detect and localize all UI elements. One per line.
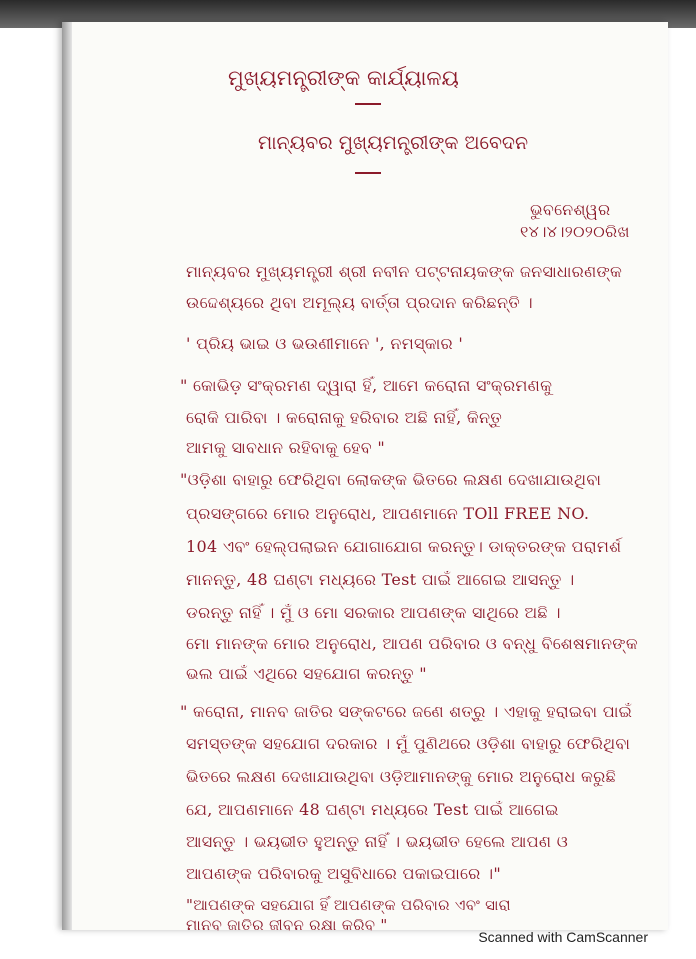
body-line: "ଓଡ଼ିଶା ବାହାରୁ ଫେରିଥିବା ଲୋକଙ୍କ ଭିତରେ ଲକ୍ଷଣ ଦେଖାଯାଉଥିବା (180, 470, 602, 489)
body-line: ' ପ୍ରିୟ ଭାଇ ଓ ଭଉଣୀମାନେ ', ନମସ୍କାର ' (186, 334, 464, 353)
body-line: ଉଦ୍ଦେଶ୍ୟରେ ଥିବା ଅମୂଲ୍ୟ ବାର୍ତ୍ତା ପ୍ରଦାନ କରିଛନ୍ତି । (186, 293, 533, 312)
body-line: 104 ଏବଂ ହେଲ୍ପଲାଇନ ଯୋଗାଯୋଗ କରନ୍ତୁ। ଡାକ୍ତରଙ୍କ ପରାମର୍ଶ (186, 537, 622, 556)
body-line: ମାନ୍ୟବର ମୁଖ୍ୟମନ୍ତ୍ରୀ ଶ୍ରୀ ନବୀନ ପଟ୍ଟନାୟକଙ୍କ ଜନସାଧାରଣଙ୍କ (186, 262, 623, 281)
body-line: ଆପଣଙ୍କ ପରିବାରକୁ ଅସୁବିଧାରେ ପକାଇପାରେ ।" (186, 864, 502, 883)
body-line: ରୋକି ପାରିବା । କରୋନାକୁ ହରିବାର ଅଛି ନାହିଁ, କିନ୍ତୁ (186, 408, 503, 427)
date-line: ୧୪।୪।୨୦୨୦ରିଖ (520, 222, 630, 241)
body-line: ସମସ୍ତଙ୍କ ସହଯୋଗ ଦରକାର । ମୁଁ ପୁଣିଥରେ ଓଡ଼ିଶା ବାହାରୁ ଫେରିଥିବା (186, 734, 631, 753)
place-line: ଭୁବନେଶ୍ୱର (530, 200, 611, 219)
body-line: ମାନବ ଜାତିର ଜୀବନ ରକ୍ଷା କରିବ " (186, 916, 388, 934)
subtitle-underline (355, 172, 381, 174)
document-subtitle: ମାନ୍ୟବର ମୁଖ୍ୟମନ୍ତ୍ରୀଙ୍କ ଅବେଦନ (258, 132, 529, 154)
body-line: ମାନନ୍ତୁ, 48 ଘଣ୍ଟା ମଧ୍ୟରେ Test ପାଇଁ ଆଗେଇ ଆସନ୍ତୁ । (186, 570, 575, 589)
camscanner-watermark: Scanned with CamScanner (478, 929, 648, 945)
body-line: ଯେ, ଆପଣମାନେ 48 ଘଣ୍ଟା ମଧ୍ୟରେ Test ପାଇଁ ଆଗେଇ (186, 800, 559, 819)
document-title: ମୁଖ୍ୟମନ୍ତ୍ରୀଙ୍କ କାର୍ଯ୍ୟାଳୟ (228, 66, 459, 90)
body-line: ଆସନ୍ତୁ । ଭୟଭୀତ ହୁଅନ୍ତୁ ନାହିଁ । ଭୟଭୀତ ହେଲେ ଆପଣ ଓ (186, 832, 569, 851)
body-line: "ଆପଣଙ୍କ ସହଯୋଗ ହିଁ ଆପଣଙ୍କ ପରିବାର ଏବଂ ସାରା (186, 896, 511, 914)
body-line: " କରୋନା, ମାନବ ଜାତିର ସଙ୍କଟରେ ଜଣେ ଶତ୍ରୁ । ଏହାକୁ ହରାଇବା ପାଇଁ (180, 702, 633, 721)
body-line: " କୋଭିଡ଼ ସଂକ୍ରମଣ ଦ୍ୱାରା ହିଁ, ଆମେ କରୋନା ସଂକ୍ରମଣକୁ (180, 376, 553, 395)
body-line: ଆମକୁ ସାବଧାନ ରହିବାକୁ ହେବ " (186, 438, 385, 457)
body-line: ଡରନ୍ତୁ ନାହିଁ । ମୁଁ ଓ ମୋ ସରକାର ଆପଣଙ୍କ ସାଥିରେ ଅଛି । (186, 603, 561, 622)
title-underline (355, 103, 381, 105)
body-line: ଭିତରେ ଲକ୍ଷଣ ଦେଖାଯାଉଥିବା ଓଡ଼ିଆମାନଙ୍କୁ ମୋର ଅନୁରୋଧ କରୁଛି (186, 767, 617, 786)
body-line: ଭଲ ପାଇଁ ଏଥିରେ ସହଯୋଗ କରନ୍ତୁ " (186, 664, 427, 683)
page-binding-edge (62, 22, 72, 930)
body-line: ମୋ ମାନଙ୍କ ମୋର ଅନୁରୋଧ, ଆପଣ ପରିବାର ଓ ବନ୍ଧୁ ବିଶେଷମାନଙ୍କ (186, 634, 638, 653)
body-line: ପ୍ରସଙ୍ଗରେ ମୋର ଅନୁରୋଧ, ଆପଣମାନେ TOll FREE NO. (186, 504, 590, 523)
